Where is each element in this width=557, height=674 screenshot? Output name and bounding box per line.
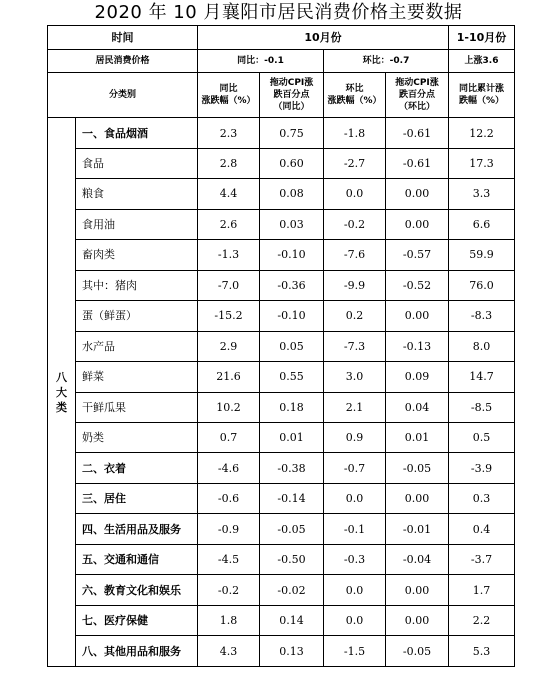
mom-contrib-value: -0.61	[386, 118, 449, 148]
header-row-cpi	[48, 50, 515, 72]
mom-value: -0.1	[324, 514, 386, 544]
table-row	[48, 179, 515, 209]
mom-value: -7.6	[324, 240, 386, 270]
ytd-value: -8.3	[449, 301, 515, 331]
mom-contrib-value: -0.04	[386, 544, 449, 574]
category-name: 鲜菜	[76, 362, 198, 392]
mom-value: -7.3	[324, 331, 386, 361]
table-row	[48, 544, 515, 574]
yoy-contrib-value: 0.60	[260, 148, 324, 178]
col-ytd-header: 同比累计涨 跌幅（%）	[449, 72, 515, 118]
category-name: 粮食	[76, 179, 198, 209]
category-name: 二、衣着	[76, 453, 198, 483]
category-name: 奶类	[76, 422, 198, 452]
table-row	[48, 118, 515, 148]
category-name: 水产品	[76, 331, 198, 361]
mom-value: 0.0	[324, 179, 386, 209]
col-yoy-contrib-header: 拖动CPI涨 跌百分点 （同比）	[260, 72, 324, 118]
category-name: 八、其他用品和服务	[76, 636, 198, 667]
time-header: 时间	[48, 26, 198, 50]
mom-contrib-value: -0.57	[386, 240, 449, 270]
yoy-contrib-value: -0.10	[260, 240, 324, 270]
mom-value: -0.7	[324, 453, 386, 483]
col-mom-header: 环比 涨跌幅（%）	[324, 72, 386, 118]
yoy-value: -4.5	[198, 544, 260, 574]
yoy-contrib-value: 0.14	[260, 605, 324, 635]
mom-contrib-value: 0.00	[386, 483, 449, 513]
table-row	[48, 270, 515, 300]
yoy-contrib-value: -0.50	[260, 544, 324, 574]
ytd-value: 5.3	[449, 636, 515, 667]
yoy-contrib-value: -0.38	[260, 453, 324, 483]
yoy-value: 10.2	[198, 392, 260, 422]
ytd-value: 59.9	[449, 240, 515, 270]
yoy-value: -1.3	[198, 240, 260, 270]
mom-value: -1.5	[324, 636, 386, 667]
header-row-columns	[48, 72, 515, 118]
mom-contrib-value: 0.09	[386, 362, 449, 392]
yoy-contrib-value: 0.13	[260, 636, 324, 667]
yoy-value: -15.2	[198, 301, 260, 331]
ytd-value: 0.5	[449, 422, 515, 452]
table-row	[48, 453, 515, 483]
mom-contrib-value: -0.61	[386, 148, 449, 178]
yoy-contrib-value: 0.05	[260, 331, 324, 361]
ytd-value: 12.2	[449, 118, 515, 148]
mom-contrib-value: 0.04	[386, 392, 449, 422]
yoy-value: 0.7	[198, 422, 260, 452]
mom-contrib-value: 0.00	[386, 575, 449, 605]
category-header: 分类别	[48, 72, 198, 118]
mom-value: 0.2	[324, 301, 386, 331]
mom-value: -2.7	[324, 148, 386, 178]
group-label-char: 八	[56, 370, 67, 384]
mom-summary: 环比：-0.7	[324, 50, 449, 72]
yoy-contrib-value: -0.14	[260, 483, 324, 513]
page-title: 2020 年 10 月襄阳市居民消费价格主要数据	[94, 2, 463, 23]
ytd-value: 8.0	[449, 331, 515, 361]
yoy-contrib-value: 0.75	[260, 118, 324, 148]
table-row	[48, 209, 515, 239]
mom-value: 0.0	[324, 483, 386, 513]
jan-oct-header: 1-10月份	[449, 26, 515, 50]
group-label-char: 类	[56, 400, 67, 414]
yoy-value: 1.8	[198, 605, 260, 635]
yoy-value: 4.4	[198, 179, 260, 209]
table-row	[48, 575, 515, 605]
mom-value: 0.0	[324, 575, 386, 605]
yoy-summary: 同比：-0.1	[198, 50, 324, 72]
category-name: 六、教育文化和娱乐	[76, 575, 198, 605]
ytd-value: 17.3	[449, 148, 515, 178]
yoy-contrib-value: -0.10	[260, 301, 324, 331]
yoy-value: 21.6	[198, 362, 260, 392]
table-row	[48, 483, 515, 513]
table-row	[48, 636, 515, 667]
yoy-contrib-value: -0.02	[260, 575, 324, 605]
category-name: 三、居住	[76, 483, 198, 513]
table-row	[48, 331, 515, 361]
mom-contrib-value: 0.00	[386, 605, 449, 635]
header-row-time	[48, 26, 515, 50]
mom-value: 3.0	[324, 362, 386, 392]
mom-contrib-value: -0.01	[386, 514, 449, 544]
yoy-value: 2.9	[198, 331, 260, 361]
yoy-contrib-value: 0.03	[260, 209, 324, 239]
group-label-char: 大	[56, 385, 67, 399]
mom-contrib-value: 0.00	[386, 209, 449, 239]
yoy-contrib-value: 0.18	[260, 392, 324, 422]
mom-value: -1.8	[324, 118, 386, 148]
ytd-value: 3.3	[449, 179, 515, 209]
category-name: 蛋（鲜蛋）	[76, 301, 198, 331]
cpi-table	[47, 25, 515, 667]
mom-contrib-value: 0.01	[386, 422, 449, 452]
table-row	[48, 301, 515, 331]
mom-value: 2.1	[324, 392, 386, 422]
yoy-contrib-value: 0.08	[260, 179, 324, 209]
group-label	[48, 118, 76, 667]
ytd-value: -3.7	[449, 544, 515, 574]
mom-value: -9.9	[324, 270, 386, 300]
table-row	[48, 605, 515, 635]
mom-value: 0.9	[324, 422, 386, 452]
yoy-value: -4.6	[198, 453, 260, 483]
yoy-value: -0.9	[198, 514, 260, 544]
ytd-value: -8.5	[449, 392, 515, 422]
table-row	[48, 392, 515, 422]
mom-value: 0.0	[324, 605, 386, 635]
ytd-value: 2.2	[449, 605, 515, 635]
category-name: 畜肉类	[76, 240, 198, 270]
category-name: 食品	[76, 148, 198, 178]
mom-contrib-value: -0.13	[386, 331, 449, 361]
table-row	[48, 422, 515, 452]
ytd-summary: 上涨3.6	[449, 50, 515, 72]
oct-header: 10月份	[198, 26, 449, 50]
ytd-value: -3.9	[449, 453, 515, 483]
yoy-value: -0.6	[198, 483, 260, 513]
mom-contrib-value: -0.52	[386, 270, 449, 300]
ytd-value: 14.7	[449, 362, 515, 392]
table-row	[48, 240, 515, 270]
yoy-contrib-value: -0.36	[260, 270, 324, 300]
category-name: 七、医疗保健	[76, 605, 198, 635]
col-mom-contrib-header: 拖动CPI涨 跌百分点 （环比）	[386, 72, 449, 118]
yoy-value: 2.6	[198, 209, 260, 239]
yoy-value: 4.3	[198, 636, 260, 667]
category-name: 干鲜瓜果	[76, 392, 198, 422]
yoy-value: -7.0	[198, 270, 260, 300]
category-name: 五、交通和通信	[76, 544, 198, 574]
ytd-value: 6.6	[449, 209, 515, 239]
category-name: 其中：猪肉	[76, 270, 198, 300]
yoy-value: -0.2	[198, 575, 260, 605]
category-name: 四、生活用品及服务	[76, 514, 198, 544]
table-row	[48, 514, 515, 544]
mom-value: -0.2	[324, 209, 386, 239]
ytd-value: 1.7	[449, 575, 515, 605]
yoy-contrib-value: 0.55	[260, 362, 324, 392]
yoy-value: 2.3	[198, 118, 260, 148]
category-name: 食用油	[76, 209, 198, 239]
yoy-value: 2.8	[198, 148, 260, 178]
yoy-contrib-value: -0.05	[260, 514, 324, 544]
table-row	[48, 148, 515, 178]
cpi-label: 居民消费价格	[48, 50, 198, 72]
mom-value: -0.3	[324, 544, 386, 574]
mom-contrib-value: -0.05	[386, 453, 449, 483]
col-yoy-header: 同比 涨跌幅（%）	[198, 72, 260, 118]
category-name: 一、食品烟酒	[76, 118, 198, 148]
ytd-value: 76.0	[449, 270, 515, 300]
yoy-contrib-value: 0.01	[260, 422, 324, 452]
mom-contrib-value: 0.00	[386, 301, 449, 331]
table-row	[48, 362, 515, 392]
ytd-value: 0.3	[449, 483, 515, 513]
mom-contrib-value: -0.05	[386, 636, 449, 667]
mom-contrib-value: 0.00	[386, 179, 449, 209]
ytd-value: 0.4	[449, 514, 515, 544]
